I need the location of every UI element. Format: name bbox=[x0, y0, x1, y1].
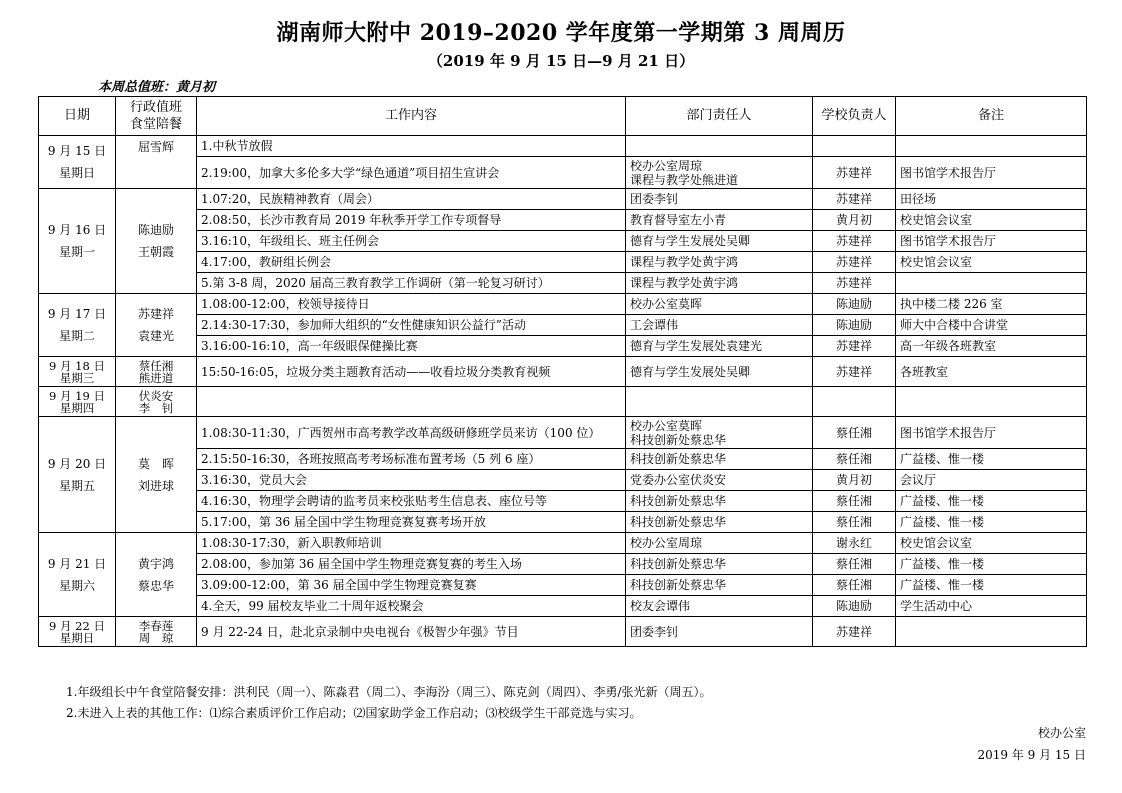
school-responsible-cell: 蔡任湘 bbox=[813, 554, 896, 575]
dept-responsible-cell bbox=[626, 231, 813, 252]
day-admin-cell bbox=[116, 417, 197, 533]
header-dept: 部门责任人 bbox=[626, 97, 813, 136]
table-row bbox=[39, 554, 1087, 575]
day-weekday: 星期四 bbox=[59, 400, 95, 415]
dept-person: 团委李钊 bbox=[630, 624, 679, 639]
school-responsible-cell bbox=[813, 387, 896, 417]
day-date-cell bbox=[39, 533, 116, 617]
day-admin-cell bbox=[116, 617, 197, 647]
dept-responsible-cell bbox=[626, 491, 813, 512]
remark-cell: 广益楼、惟一楼 bbox=[896, 512, 1087, 533]
day-weekday: 星期二 bbox=[58, 329, 95, 343]
school-responsible-cell: 苏建祥 bbox=[813, 336, 896, 357]
remark-cell bbox=[896, 273, 1087, 294]
day-date-cell bbox=[39, 357, 116, 387]
day-admin-cell bbox=[116, 387, 197, 417]
notes-section bbox=[66, 682, 712, 724]
weekly-calendar-table bbox=[38, 96, 1087, 647]
table-row bbox=[39, 417, 1087, 449]
day-date: 9 月 21 日 bbox=[47, 556, 107, 571]
day-date: 9 月 20 日 bbox=[47, 456, 107, 471]
dept-responsible-cell bbox=[626, 210, 813, 231]
day-date-cell bbox=[39, 417, 116, 533]
work-content-cell: 2.08:50，长沙市教育局 2019 年秋季开学工作专项督导 bbox=[197, 210, 626, 231]
dept-person: 德育与学生发展处袁建光 bbox=[630, 339, 763, 353]
dept-person: 课程与教学处熊进道 bbox=[630, 172, 739, 187]
school-responsible-cell: 苏建祥 bbox=[813, 157, 896, 189]
dept-responsible-cell bbox=[626, 189, 813, 210]
school-responsible-cell: 苏建祥 bbox=[813, 357, 896, 387]
issue-date: 2019 年 9 月 15 日 bbox=[977, 748, 1086, 762]
remark-cell: 广益楼、惟一楼 bbox=[896, 554, 1087, 575]
dept-person: 科技创新处蔡忠华 bbox=[630, 515, 727, 529]
school-responsible-cell: 苏建祥 bbox=[813, 252, 896, 273]
table-row bbox=[39, 575, 1087, 596]
duty-person: 苏建祥 bbox=[137, 307, 174, 321]
remark-cell: 图书馆学术报告厅 bbox=[896, 417, 1087, 449]
dept-person: 团委李钊 bbox=[630, 192, 679, 206]
table-row bbox=[39, 189, 1087, 210]
school-responsible-cell: 苏建祥 bbox=[813, 231, 896, 252]
table-row bbox=[39, 387, 1087, 417]
school-responsible-cell: 谢永红 bbox=[813, 533, 896, 554]
table-row bbox=[39, 315, 1087, 336]
work-content-cell: 4.全天，99 届校友毕业二十周年返校聚会 bbox=[197, 596, 626, 617]
remark-cell: 师大中合楼中合讲堂 bbox=[896, 315, 1087, 336]
remark-cell: 广益楼、惟一楼 bbox=[896, 449, 1087, 470]
school-responsible-cell: 陈迪励 bbox=[813, 315, 896, 336]
remark-cell bbox=[896, 617, 1087, 647]
work-content-cell: 1.08:30-11:30，广西贺州市高考教学改革高级研修班学员来访（100 位） bbox=[197, 417, 626, 449]
dept-person: 教育督导室左小青 bbox=[630, 213, 727, 227]
dept-person: 科技创新处蔡忠华 bbox=[630, 432, 727, 447]
note-line: 1.年级组长中午食堂陪餐安排：洪利民（周一）、陈淼君（周二）、李海汾（周三）、陈克剑（周四）、李勇/张光新（周五）。 bbox=[66, 685, 712, 699]
work-content-cell: 3.16:30，党员大会 bbox=[197, 470, 626, 491]
dept-person: 工会谭伟 bbox=[630, 318, 679, 332]
dept-person: 科技创新处蔡忠华 bbox=[630, 557, 727, 571]
table-row bbox=[39, 294, 1087, 315]
day-date: 9 月 19 日 bbox=[49, 388, 105, 403]
work-content-cell: 1.08:00-12:00，校领导接待日 bbox=[197, 294, 626, 315]
duty-person: 周 琼 bbox=[138, 630, 174, 645]
school-responsible-cell: 黄月初 bbox=[813, 210, 896, 231]
work-content-cell: 1.中秋节放假 bbox=[197, 136, 626, 157]
duty-person: 伏炎安 bbox=[138, 388, 174, 403]
day-admin-cell bbox=[116, 357, 197, 387]
dept-person: 校办公室莫晖 bbox=[630, 418, 703, 433]
dept-responsible-cell bbox=[626, 315, 813, 336]
remark-cell: 图书馆学术报告厅 bbox=[896, 157, 1087, 189]
dept-person: 科技创新处蔡忠华 bbox=[630, 578, 727, 592]
day-weekday: 星期日 bbox=[58, 166, 95, 180]
dept-responsible-cell bbox=[626, 554, 813, 575]
table-header-row bbox=[39, 97, 1087, 136]
dept-responsible-cell bbox=[626, 336, 813, 357]
school-responsible-cell: 蔡任湘 bbox=[813, 575, 896, 596]
dept-responsible-cell bbox=[626, 512, 813, 533]
day-date: 9 月 17 日 bbox=[47, 307, 107, 321]
school-responsible-cell: 苏建祥 bbox=[813, 189, 896, 210]
school-responsible-cell: 蔡任湘 bbox=[813, 512, 896, 533]
dept-person: 校办公室莫晖 bbox=[630, 297, 703, 311]
dept-person: 校办公室周琼 bbox=[630, 536, 703, 550]
table-row bbox=[39, 533, 1087, 554]
day-weekday: 星期一 bbox=[58, 245, 95, 259]
remark-cell: 执中楼二楼 226 室 bbox=[896, 294, 1087, 315]
work-content-cell: 15:50-16:05，垃圾分类主题教育活动——收看垃圾分类教育视频 bbox=[197, 357, 626, 387]
work-content-cell: 9 月 22-24 日，赴北京录制中央电视台《极智少年强》节目 bbox=[197, 617, 626, 647]
table-row bbox=[39, 596, 1087, 617]
table-row bbox=[39, 273, 1087, 294]
table-row bbox=[39, 617, 1087, 647]
table-row bbox=[39, 449, 1087, 470]
duty-person: 袁建光 bbox=[137, 329, 174, 343]
day-weekday: 星期五 bbox=[58, 478, 95, 493]
remark-cell: 校史馆会议室 bbox=[896, 252, 1087, 273]
header-canteen-line: 食堂陪餐 bbox=[129, 117, 182, 132]
duty-person: 陈迪励 bbox=[137, 223, 174, 237]
remark-cell: 学生活动中心 bbox=[896, 596, 1087, 617]
day-date: 9 月 15 日 bbox=[47, 144, 107, 158]
table-row bbox=[39, 512, 1087, 533]
remark-cell: 各班教室 bbox=[896, 357, 1087, 387]
dept-responsible-cell bbox=[626, 533, 813, 554]
header-admin-duty bbox=[116, 97, 197, 136]
day-weekday: 星期六 bbox=[58, 578, 95, 593]
dept-person: 德育与学生发展处吴卿 bbox=[630, 364, 751, 379]
duty-person: 蔡忠华 bbox=[137, 578, 174, 593]
dept-responsible-cell bbox=[626, 387, 813, 417]
remark-cell: 高一年级各班教室 bbox=[896, 336, 1087, 357]
day-date: 9 月 18 日 bbox=[49, 358, 105, 373]
school-responsible-cell: 蔡任湘 bbox=[813, 417, 896, 449]
work-content-cell: 4.16:30，物理学会聘请的监考员来校张贴考生信息表、座位号等 bbox=[197, 491, 626, 512]
work-content-cell: 2.19:00，加拿大多伦多大学“绿色通道”项目招生宣讲会 bbox=[197, 157, 626, 189]
table-row bbox=[39, 252, 1087, 273]
work-content-cell: 2.08:00，参加第 36 届全国中学生物理竞赛复赛的考生入场 bbox=[197, 554, 626, 575]
day-date: 9 月 22 日 bbox=[49, 618, 105, 633]
duty-person: 莫 晖 bbox=[137, 456, 174, 471]
work-content-cell: 1.08:30-17:30，新入职教师培训 bbox=[197, 533, 626, 554]
work-content-cell: 4.17:00，教研组长例会 bbox=[197, 252, 626, 273]
header-content: 工作内容 bbox=[197, 97, 626, 136]
work-content-cell bbox=[197, 387, 626, 417]
school-responsible-cell: 黄月初 bbox=[813, 470, 896, 491]
work-content-cell: 5.第 3-8 周，2020 届高三教育教学工作调研（第一轮复习研讨） bbox=[197, 273, 626, 294]
day-date-cell bbox=[39, 294, 116, 357]
remark-cell: 校史馆会议室 bbox=[896, 533, 1087, 554]
dept-person: 科技创新处蔡忠华 bbox=[630, 452, 727, 466]
header-school: 学校负责人 bbox=[813, 97, 896, 136]
table-row bbox=[39, 470, 1087, 491]
dept-person: 科技创新处蔡忠华 bbox=[630, 494, 727, 508]
issuer-office: 校办公室 bbox=[1037, 726, 1086, 740]
duty-person: 刘进球 bbox=[137, 478, 174, 493]
remark-cell bbox=[896, 387, 1087, 417]
duty-person: 蔡任湘 bbox=[138, 358, 174, 373]
dept-responsible-cell bbox=[626, 417, 813, 449]
table-row bbox=[39, 231, 1087, 252]
duty-person: 李春莲 bbox=[138, 618, 174, 633]
school-responsible-cell bbox=[813, 136, 896, 157]
school-responsible-cell: 苏建祥 bbox=[813, 273, 896, 294]
day-date-cell bbox=[39, 617, 116, 647]
dept-person: 校友会谭伟 bbox=[630, 599, 691, 613]
work-content-cell: 2.14:30-17:30，参加师大组织的“女性健康知识公益行”活动 bbox=[197, 315, 626, 336]
duty-person: 屈雪辉 bbox=[137, 140, 174, 154]
table-row bbox=[39, 157, 1087, 189]
work-content-cell: 3.09:00-12:00，第 36 届全国中学生物理竞赛复赛 bbox=[197, 575, 626, 596]
school-responsible-cell: 蔡任湘 bbox=[813, 449, 896, 470]
dept-responsible-cell bbox=[626, 136, 813, 157]
school-responsible-cell: 陈迪励 bbox=[813, 294, 896, 315]
header-remark: 备注 bbox=[896, 97, 1087, 136]
table-row bbox=[39, 491, 1087, 512]
day-date-cell bbox=[39, 136, 116, 189]
school-responsible-cell: 蔡任湘 bbox=[813, 491, 896, 512]
remark-cell: 广益楼、惟一楼 bbox=[896, 575, 1087, 596]
issuer-block bbox=[977, 722, 1086, 766]
date-range-subtitle: （2019 年 9 月 15 日—9 月 21 日） bbox=[427, 52, 695, 70]
calendar-body bbox=[39, 136, 1087, 647]
dept-person: 德育与学生发展处吴卿 bbox=[630, 234, 751, 248]
dept-person: 党委办公室伏炎安 bbox=[630, 473, 727, 487]
remark-cell: 广益楼、惟一楼 bbox=[896, 491, 1087, 512]
remark-cell: 田径场 bbox=[896, 189, 1087, 210]
duty-person: 李 钊 bbox=[138, 400, 174, 415]
day-weekday: 星期三 bbox=[59, 370, 95, 385]
day-date-cell bbox=[39, 387, 116, 417]
duty-person: 黄宇鸿 bbox=[137, 556, 174, 571]
work-content-cell: 2.15:50-16:30，各班按照高考考场标准布置考场（5 列 6 座） bbox=[197, 449, 626, 470]
day-date: 9 月 16 日 bbox=[47, 223, 107, 237]
dept-responsible-cell bbox=[626, 252, 813, 273]
day-admin-cell bbox=[116, 533, 197, 617]
dept-responsible-cell bbox=[626, 617, 813, 647]
dept-person: 课程与教学处黄宇鸿 bbox=[630, 276, 739, 290]
table-row bbox=[39, 357, 1087, 387]
note-line: 2.未进入上表的其他工作：⑴综合素质评价工作启动；⑵国家助学金工作启动；⑶校级学生干部竞选与实习。 bbox=[66, 706, 642, 720]
duty-person: 王朝霞 bbox=[137, 245, 174, 259]
day-weekday: 星期日 bbox=[59, 630, 95, 645]
day-admin-cell bbox=[116, 189, 197, 294]
remark-cell: 会议厅 bbox=[896, 470, 1087, 491]
table-row bbox=[39, 336, 1087, 357]
day-admin-cell bbox=[116, 294, 197, 357]
duty-person: 熊进道 bbox=[138, 370, 174, 385]
remark-cell: 校史馆会议室 bbox=[896, 210, 1087, 231]
header-date: 日期 bbox=[39, 97, 116, 136]
remark-cell: 图书馆学术报告厅 bbox=[896, 231, 1087, 252]
work-content-cell: 3.16:10，年级组长、班主任例会 bbox=[197, 231, 626, 252]
work-content-cell: 5.17:00，第 36 届全国中学生物理竞赛复赛考场开放 bbox=[197, 512, 626, 533]
dept-responsible-cell bbox=[626, 294, 813, 315]
day-date-cell bbox=[39, 189, 116, 294]
dept-responsible-cell bbox=[626, 449, 813, 470]
dept-responsible-cell bbox=[626, 575, 813, 596]
remark-cell bbox=[896, 136, 1087, 157]
work-content-cell: 1.07:20，民族精神教育（周会） bbox=[197, 189, 626, 210]
chief-duty-label: 本周总值班：黄月初 bbox=[98, 80, 216, 95]
school-responsible-cell: 陈迪励 bbox=[813, 596, 896, 617]
table-row bbox=[39, 136, 1087, 157]
dept-person: 校办公室周琼 bbox=[630, 158, 703, 173]
page-title: 湖南师大附中 2019–2020 学年度第一学期第 3 周周历 bbox=[276, 20, 846, 46]
day-admin-cell bbox=[116, 136, 197, 189]
dept-responsible-cell bbox=[626, 157, 813, 189]
dept-responsible-cell bbox=[626, 273, 813, 294]
dept-responsible-cell bbox=[626, 357, 813, 387]
table-row bbox=[39, 210, 1087, 231]
dept-responsible-cell bbox=[626, 470, 813, 491]
header-admin-line: 行政值班 bbox=[129, 100, 182, 115]
dept-person: 课程与教学处黄宇鸿 bbox=[630, 255, 739, 269]
school-responsible-cell: 苏建祥 bbox=[813, 617, 896, 647]
dept-responsible-cell bbox=[626, 596, 813, 617]
work-content-cell: 3.16:00-16:10，高一年级眼保健操比赛 bbox=[197, 336, 626, 357]
